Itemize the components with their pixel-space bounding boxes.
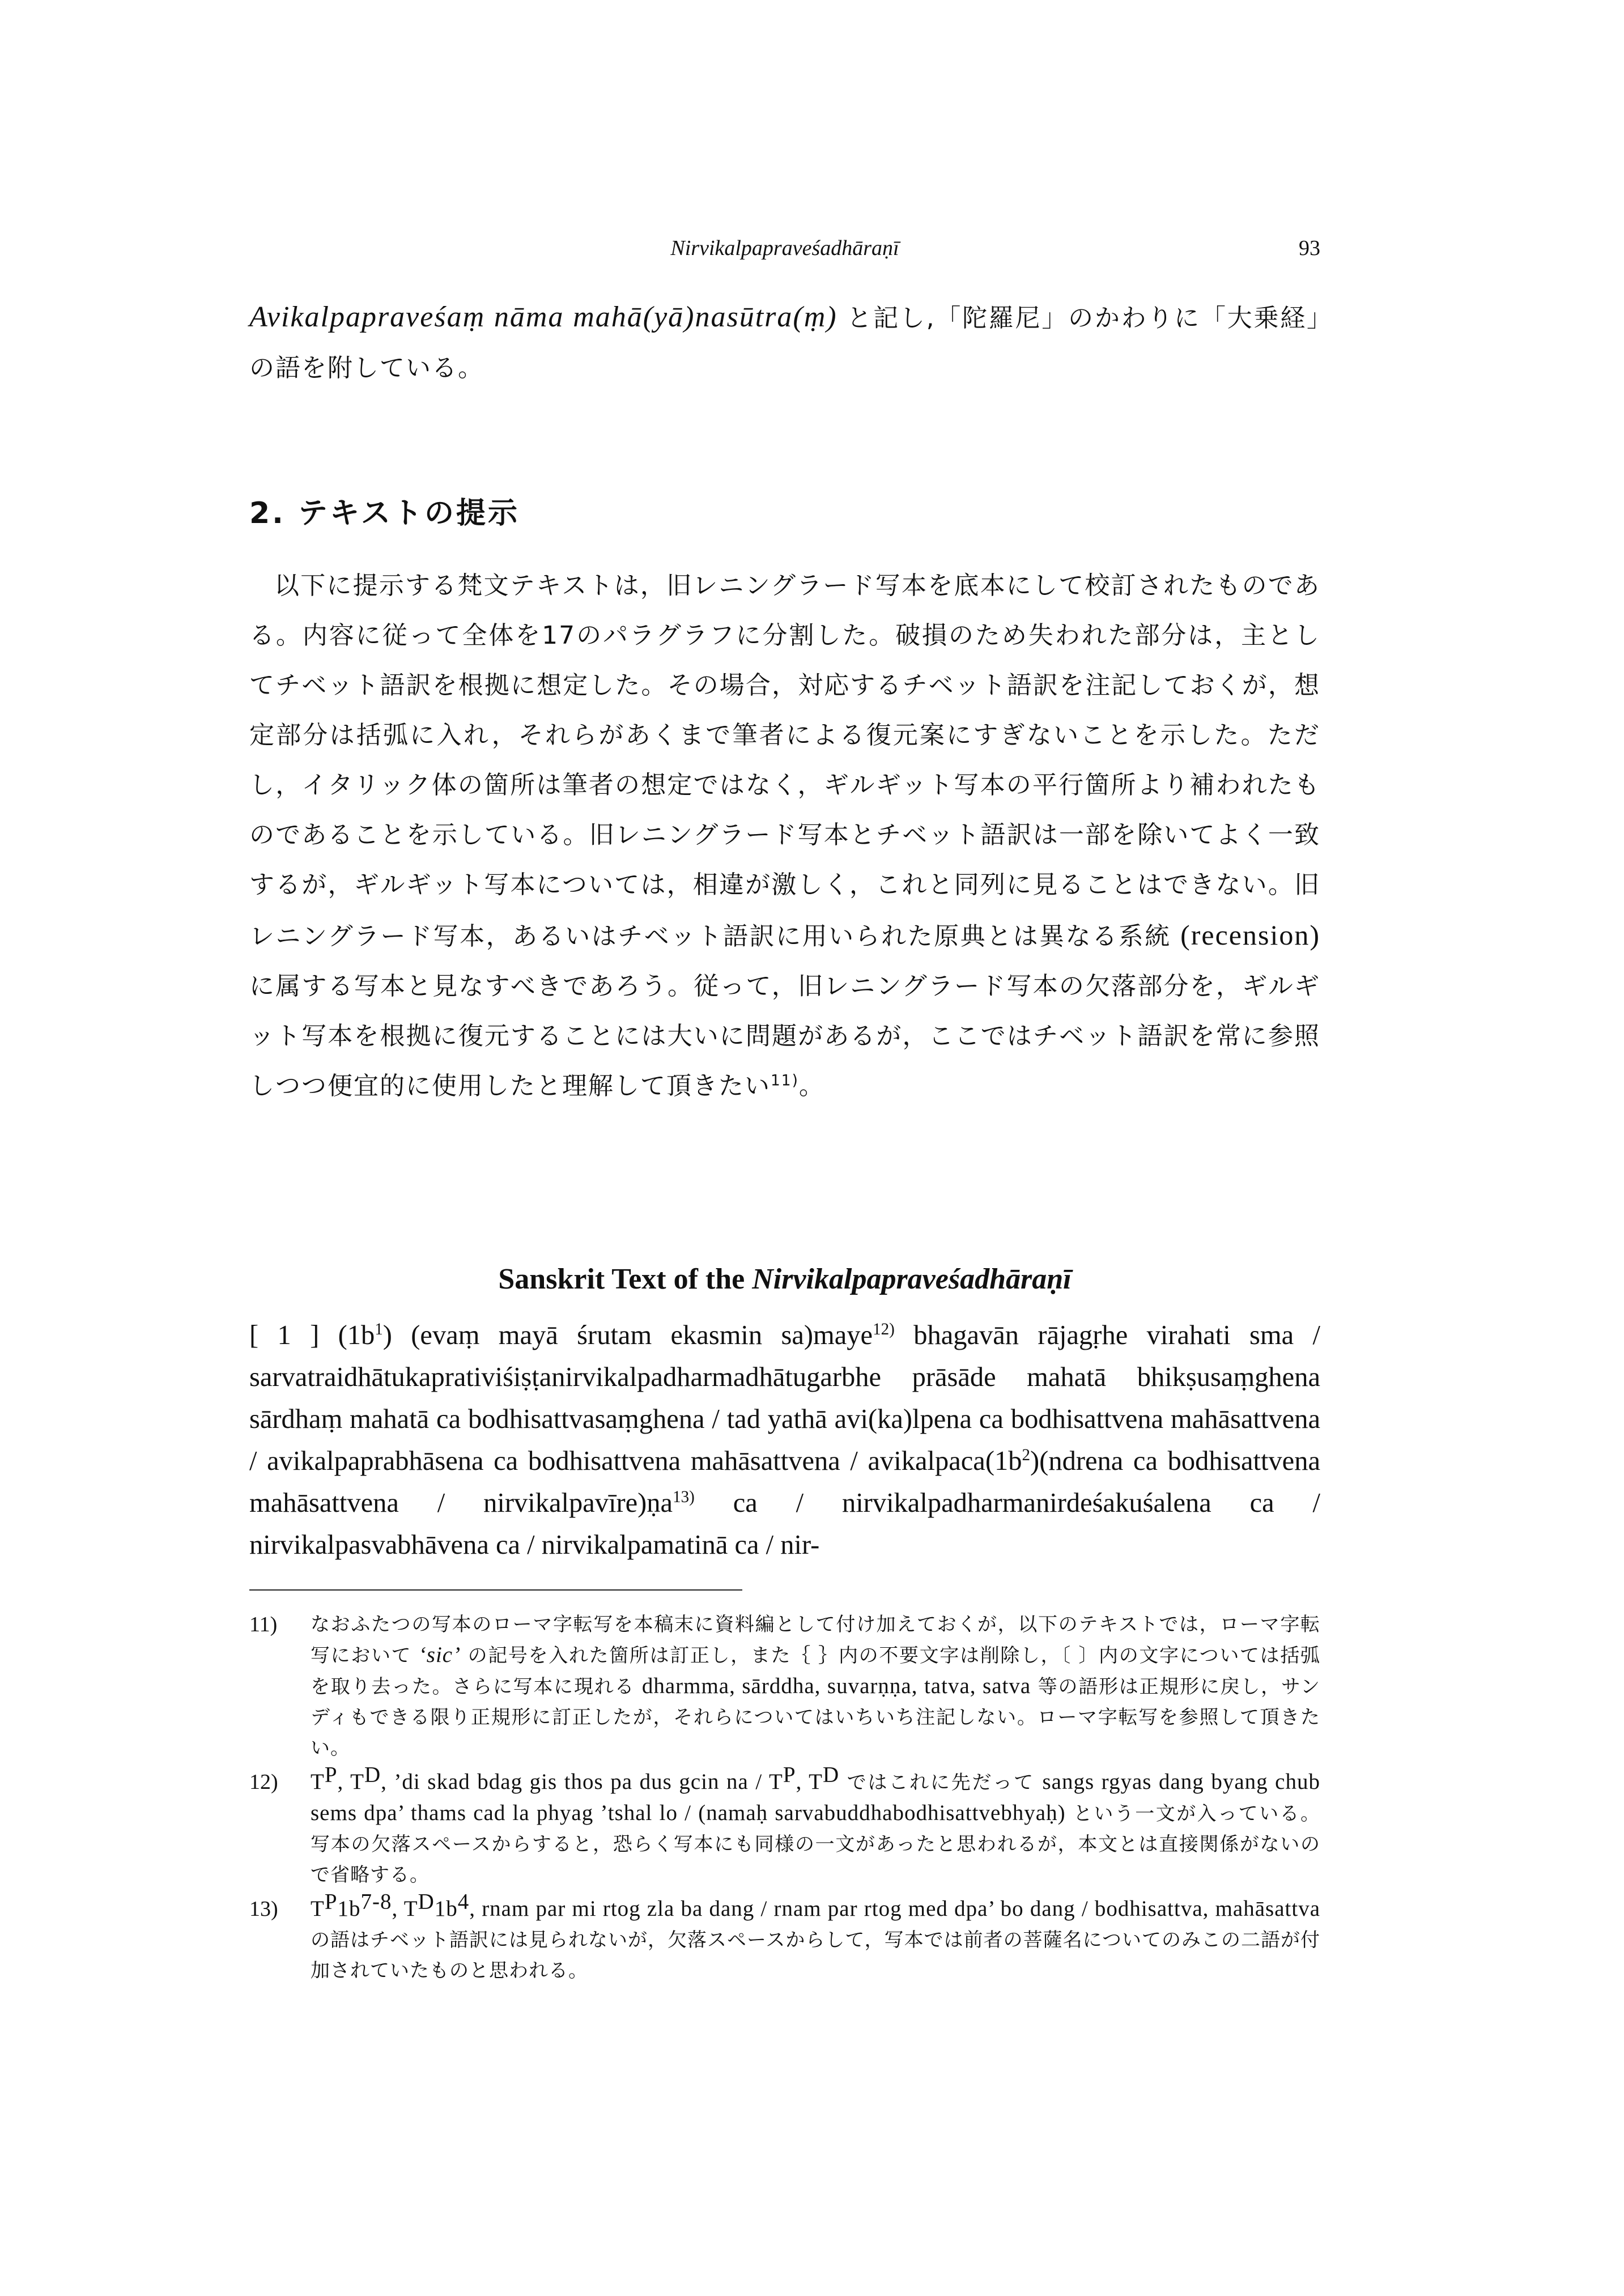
fn12-b-sup: D [364,1762,381,1787]
recension-term: (recension) [1180,919,1320,951]
fn11-roman: dharmma, sārddha, suvarṇṇa, tatva, satva [641,1674,1031,1698]
fn13-d: 1b [434,1897,458,1921]
footnote-text [311,1889,1321,1986]
fn13-f: の語はチベット語訳には見られないが，欠落スペースからして，写本では前者の菩薩名についてのみこの二語が付加されていたものと思われる。 [311,1929,1320,1982]
running-title: Nirvikalpapraveśadhāraṇī [670,236,899,260]
fn11-text-2: の記号を入れた箇所は訂正し，また｛ ｝内の不要文字は削除し，〔 〕内の文字については括弧を取り去った。さらに写本に現れる [311,1644,1320,1698]
footnote-text [311,1762,1321,1890]
sanskrit-paragraph-block [249,1315,1320,1566]
fn13-a-sup: P [324,1889,338,1914]
sanskrit-text-title [249,1257,1320,1302]
fn12-d: , T [796,1770,823,1794]
fn13-d-sup: 4 [457,1889,470,1914]
sanskrit-title-italic: Nirvikalpapraveśadhāraṇī [752,1263,1072,1295]
fn13-b-sup: 7-8 [360,1889,392,1914]
page-number: 93 [1299,236,1320,260]
fn12-e: ではこれに先だって [839,1771,1043,1794]
skt-seg-b: ) (evaṃ mayā śrutam ekasmin sa)maye [382,1320,873,1350]
skt-sup-a: 1 [375,1320,383,1338]
footnote-divider [249,1589,742,1591]
footnote-11 [249,1609,1320,1763]
footnote-ref-13: 13) [673,1487,695,1506]
fn12-a-sup: P [324,1762,338,1787]
fn12-g: という一文が入っている。写本の欠落スペースからすると，恐らく写本にも同様の一文があったと思われるが，本文とは直接関係がないので省略する。 [311,1802,1321,1886]
footnote-ref-12: 12) [873,1320,895,1338]
fn12-f: sangs rgyas dang byang chub sems dpa’ thams cad la phyag ’tshal lo / (namaḥ sarvabuddhabodhisattvebhyaḥ) [311,1770,1320,1825]
section-heading: 2. テキストの提示 [249,496,520,530]
footnote-12 [249,1762,1321,1890]
page-header [249,231,1320,265]
intro-paragraph-block [249,292,1320,393]
fn13-e: , rnam par mi rtog zla ba dang / rnam par rtog med dpa’ bo dang / bodhisattva, mahāsattva [469,1897,1321,1921]
section-para-part2: に属する写本と見なすべきであろう。従って，旧レニングラード写本の欠落部分を，ギルギット写本を根拠に復元することには大いに問題があるが，ここではチベット語訳を常に参照しつつ便宜的に使用したと理解して頂きたい [249,972,1320,1100]
sanskrit-title-prefix: Sanskrit Text of the [498,1263,753,1295]
skt-seg-d: )(ndrena ca bodhisattvena mahāsattvena / nirvikalpavīre)ṇa [249,1446,1320,1518]
footnote-13 [249,1889,1321,1986]
footnote-ref-11: 11) [771,1072,799,1090]
sanskrit-paragraph-1 [249,1315,1320,1566]
fn12-d-sup: D [822,1762,840,1787]
footnote-number: 12) [249,1770,278,1794]
fn12-a: T [311,1770,325,1794]
section-para-part1: 以下に提示する梵文テキストは，旧レニングラード写本を底本にして校訂されたものである。内容に従って全体を17のパラグラフに分割した。破損のため失われた部分は，主としてチベット語訳を根拠に想定した。その場合，対応するチベット語訳を注記しておくが，想定部分は括弧に入れ，それらがあくまで筆者による復元案にすぎないことを示した。ただし，イタリック体の箇所は筆者の想定ではなく，ギルギット写本の平行箇所より補われたものであることを示している。旧レニングラード写本とチベット語訳は一部を除いてよく一致するが，ギルギット写本については，相違が激しく，これと同列に見ることはできない。旧レニングラード写本，あるいはチベット語訳に用いられた原典とは異なる系統 [249,571,1320,951]
section-body [249,561,1320,1111]
section-para-end: 。 [798,1072,825,1100]
fn13-c-sup: D [418,1889,435,1914]
fn11-text-3: 等の語形は正規形に戻し，サンディもできる限り正規形に訂正したが，それらについてはいちいち注記しない。ローマ字転写を参照して頂きたい。 [311,1676,1320,1759]
fn12-c: , ’di skad bdag gis thos pa dus gcin na / T [381,1770,783,1794]
fn13-b: 1b [337,1897,361,1921]
section-paragraph [249,561,1320,1111]
skt-seg-e: ca / nirvikalpadharmanirdeśakuśalena ca / nirvikalpasvabhāvena ca / nirvikalpamatinā ca / nir- [249,1488,1320,1560]
footnotes [249,1609,1320,1989]
skt-seg-a: [ 1 ] (1b [249,1320,375,1350]
fn12-b: , T [337,1770,364,1794]
skt-sup-c: 2 [1022,1445,1031,1464]
fn13-c: , T [392,1897,418,1921]
intro-tail: と記し,「陀羅尼」のかわりに「大乗経」の語を附している。 [249,304,1320,382]
fn12-c-sup: P [783,1762,796,1787]
intro-paragraph [249,292,1320,393]
fn11-sic: ‘sic’ [418,1643,461,1667]
fn13-a: T [311,1897,325,1921]
footnote-text [311,1609,1320,1763]
footnote-number: 11) [249,1613,278,1636]
fn11-text-1: なおふたつの写本のローマ字転写を本稿末に資料編として付け加えておくが，以下のテキストでは，ローマ字転写において [311,1613,1320,1667]
skt-seg-c: bhagavān rājagṛhe virahati sma / sarvatraidhātukaprativiśiṣṭanirvikalpadharmadhātugarbhe prāsāde mahatā bhikṣusaṃghena sārdhaṃ mahatā ca bodhisattvasaṃghena / tad yathā avi(ka)lpena ca bodhisattvena mahāsattvena / avikalpaprabhāsena ca bodhisattvena mahāsattvena / avikalpaca(1b [249,1320,1320,1476]
footnote-number: 13) [249,1897,278,1921]
sutra-title: Avikalpapraveśaṃ nāma mahā(yā)nasūtra(ṃ) [249,301,837,333]
